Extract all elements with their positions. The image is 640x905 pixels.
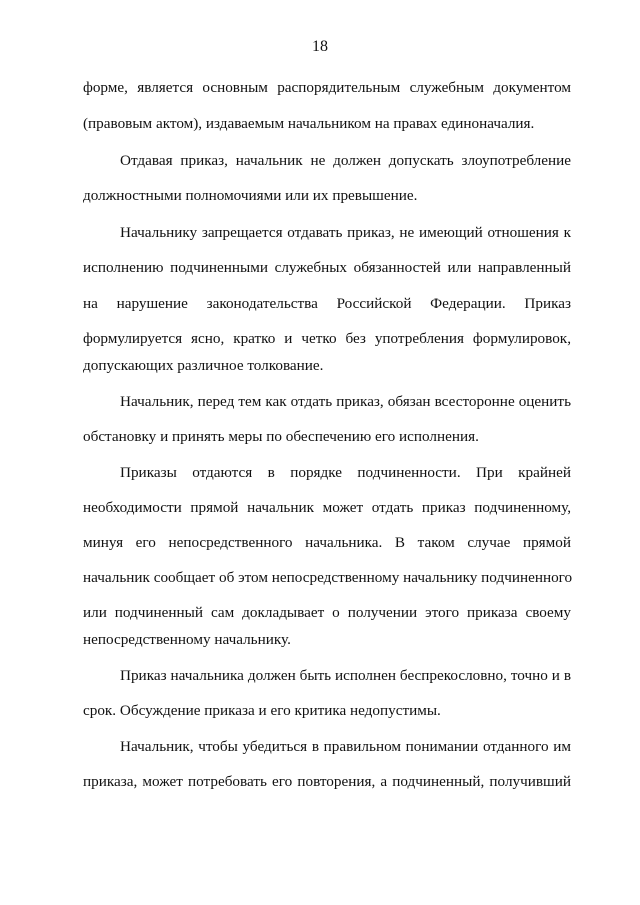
text-line: формулируется ясно, кратко и четко без употребления формулировок, [83,330,571,347]
text-line: допускающих различное толкование. [83,357,324,374]
text-line: начальник сообщает об этом непосредственному начальнику подчиненного [83,569,573,586]
text-line: Начальник, перед тем как отдать приказ, обязан всесторонне оценить [120,393,571,410]
text-line: Приказ начальника должен быть исполнен беспрекословно, точно и в [120,667,571,684]
text-line: Приказы отдаются в порядке подчиненности. При крайней [120,464,571,481]
text-line: или подчиненный сам докладывает о получении этого приказа своему [83,604,571,621]
text-line: приказа, может потребовать его повторения, а подчиненный, получивший [83,773,571,790]
page-number: 18 [312,38,328,55]
text-line: Отдавая приказ, начальник не должен допускать злоупотребление [120,152,571,169]
text-line: (правовым актом), издаваемым начальником на правах единоначалия. [83,115,535,132]
text-line: на нарушение законодательства Российской Федерации. Приказ [83,295,571,312]
text-line: обстановку и принять меры по обеспечению его исполнения. [83,428,479,445]
text-line: Начальник, чтобы убедиться в правильном понимании отданного им [120,738,571,755]
text-line: непосредственному начальнику. [83,631,291,648]
text-line: Начальнику запрещается отдавать приказ, не имеющий отношения к [120,224,571,241]
text-line: форме, является основным распорядительным служебным документом [83,79,571,96]
text-line: исполнению подчиненными служебных обязанностей или направленный [83,259,571,276]
text-line: срок. Обсуждение приказа и его критика недопустимы. [83,702,441,719]
text-line: необходимости прямой начальник может отдать приказ подчиненному, [83,499,571,516]
text-line: минуя его непосредственного начальника. В таком случае прямой [83,534,571,551]
text-line: должностными полномочиями или их превышение. [83,187,418,204]
